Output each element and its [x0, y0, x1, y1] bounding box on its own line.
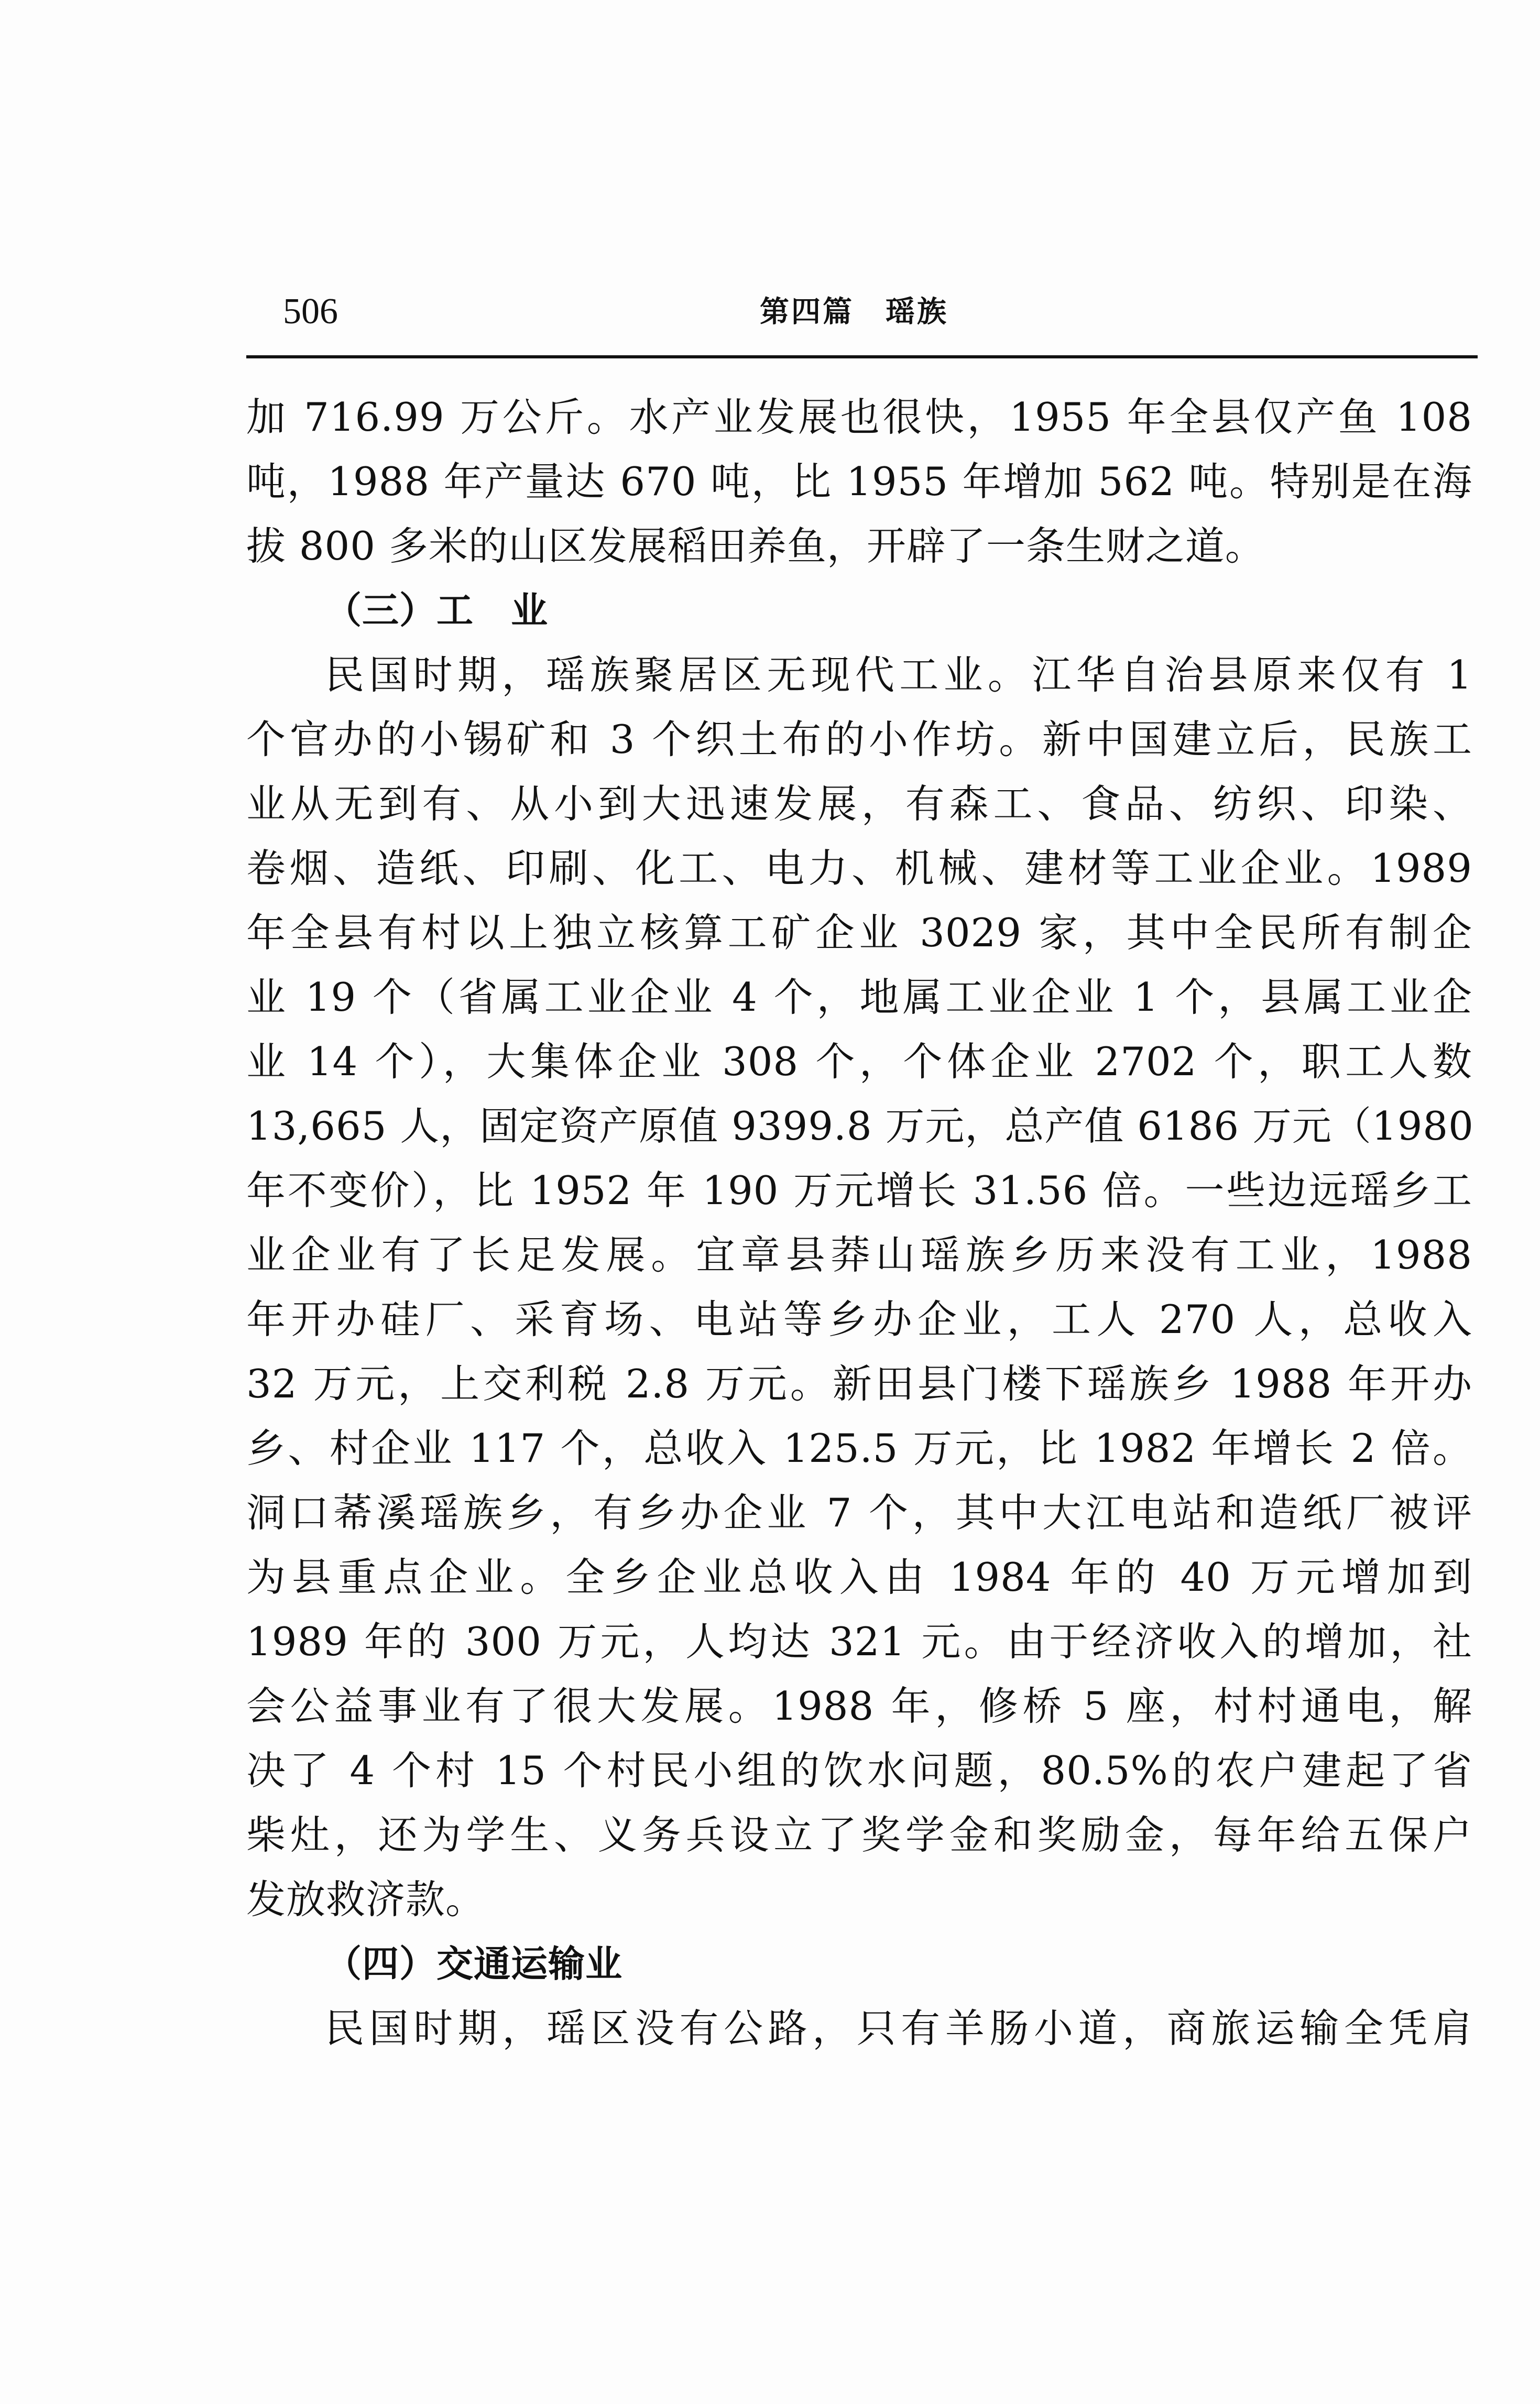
- text-line: 为县重点企业。全乡企业总收入由 1984 年的 40 万元增加到: [246, 1554, 1472, 1600]
- text-line: 拔 800 多米的山区发展稻田养鱼，开辟了一条生财之道。: [246, 523, 1265, 569]
- text-line: 会公益事业有了很大发展。1988 年，修桥 5 座，村村通电，解: [246, 1683, 1472, 1729]
- text-line: 民国时期，瑶区没有公路，只有羊肠小道，商旅运输全凭肩: [325, 2005, 1472, 2051]
- text-line: 年不变价），比 1952 年 190 万元增长 31.56 倍。一些边远瑶乡工: [246, 1167, 1472, 1214]
- body-text: [246, 385, 1472, 2061]
- text-line: 柴灶，还为学生、义务兵设立了奖学金和奖励金，每年给五保户: [246, 1812, 1472, 1858]
- text-line: 年开办硅厂、采育场、电站等乡办企业，工人 270 人，总收入: [246, 1296, 1472, 1342]
- text-line: 发放救济款。: [246, 1876, 486, 1922]
- text-line: 卷烟、造纸、印刷、化工、电力、机械、建材等工业企业。1989: [246, 845, 1472, 891]
- text-line: 乡、村企业 117 个，总收入 125.5 万元，比 1982 年增长 2 倍。: [246, 1425, 1472, 1471]
- page-header: [246, 293, 1478, 356]
- text-line: 业 14 个），大集体企业 308 个，个体企业 2702 个，职工人数: [246, 1039, 1472, 1085]
- page-number: 506: [283, 291, 338, 332]
- header-rule: [246, 355, 1478, 358]
- text-line: 年全县有村以上独立核算工矿企业 3029 家，其中全民所有制企: [246, 910, 1472, 956]
- section-heading-industry: （三）工 业: [325, 589, 548, 632]
- text-line: 1989 年的 300 万元，人均达 321 元。由于经济收入的增加，社: [246, 1619, 1472, 1665]
- text-line: 民国时期，瑶族聚居区无现代工业。江华自治县原来仅有 1: [325, 652, 1472, 698]
- text-line: 吨，1988 年产量达 670 吨，比 1955 年增加 562 吨。特别是在海: [246, 458, 1472, 505]
- text-line: 业从无到有、从小到大迅速发展，有森工、食品、纺织、印染、: [246, 781, 1472, 827]
- paragraph-industry: [246, 643, 1472, 1932]
- text-line: 决了 4 个村 15 个村民小组的饮水问题，80.5%的农户建起了省: [246, 1747, 1472, 1794]
- text-line: 业 19 个（省属工业企业 4 个，地属工业企业 1 个，县属工业企: [246, 974, 1472, 1020]
- text-line: 个官办的小锡矿和 3 个织土布的小作坊。新中国建立后，民族工: [246, 716, 1472, 762]
- text-line: 32 万元，上交利税 2.8 万元。新田县门楼下瑶族乡 1988 年开办: [246, 1361, 1473, 1407]
- text-line: 加 716.99 万公斤。水产业发展也很快，1955 年全县仅产鱼 108: [246, 394, 1472, 440]
- text-line: 洞口莃溪瑶族乡，有乡办企业 7 个，其中大江电站和造纸厂被评: [246, 1490, 1472, 1536]
- text-line: 13,665 人，固定资产原值 9399.8 万元，总产值 6186 万元（1980: [246, 1103, 1474, 1149]
- section-heading-transport: （四）交通运输业: [325, 1942, 622, 1985]
- paragraph-continuation: [246, 385, 1472, 578]
- running-title: 第四篇 瑶族: [760, 295, 948, 329]
- text-line: 业企业有了长足发展。宜章县莽山瑶族乡历来没有工业，1988: [246, 1232, 1472, 1278]
- paragraph-transport: [246, 1996, 1472, 2061]
